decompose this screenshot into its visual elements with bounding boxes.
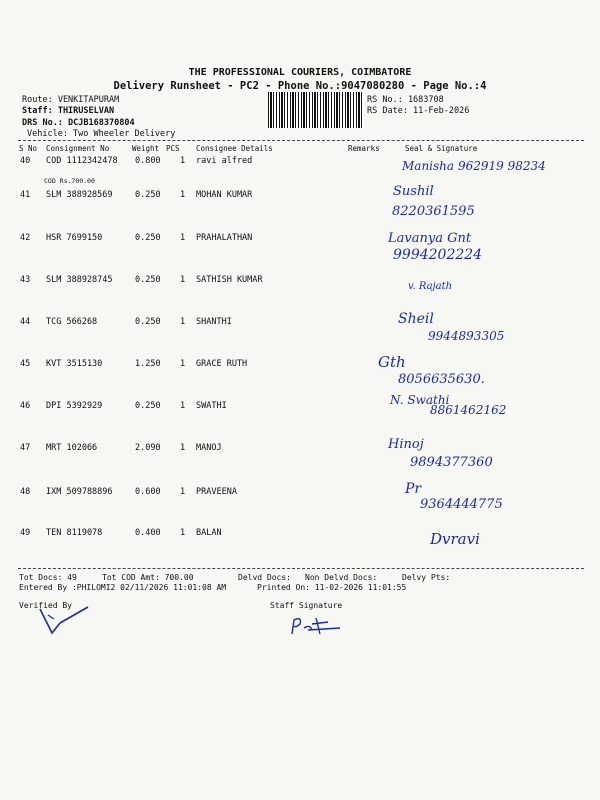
row-signature: Sushil [393,184,434,199]
row-sno: 47 [20,443,31,453]
row-weight: 2.090 [135,443,161,453]
col-seal: Seal & Signature [405,144,478,153]
row-pcs: 1 [180,487,186,497]
row-consignment: SLM 388928745 [46,275,113,285]
row-consignment: KVT 3515130 [46,359,103,369]
row-signature: N. Swathi [390,393,450,407]
row-consignee: SATHISH KUMAR [196,275,263,285]
row-consignment: SLM 388928569 [46,190,113,200]
row-phone: 9364444775 [420,497,503,512]
verified-by-label: Verified By [19,601,72,610]
row-weight: 0.250 [135,401,161,411]
row-pcs: 1 [180,275,186,285]
delivered-docs: Delvd Docs: [238,573,291,582]
col-pcs: PCS [166,144,180,153]
row-consignment: IXM 509788896 [46,487,113,497]
staff-signature-label: Staff Signature [270,601,343,610]
delivery-points: Delvy Pts: [402,573,451,582]
company-title: THE PROFESSIONAL COURIERS, COIMBATORE [188,67,412,78]
row-sno: 40 [20,156,31,166]
row-consignee: GRACE RUTH [196,359,248,369]
row-weight: 0.250 [135,317,161,327]
runsheet-title: Delivery Runsheet - PC2 - Phone No.:9047080280 - Page No.:4 [113,80,487,92]
row-consignment: TEN 8119078 [46,528,103,538]
row-weight: 0.400 [135,528,161,538]
non-delivered-docs: Non Delvd Docs: [305,573,378,582]
row-weight: 0.250 [135,275,161,285]
row-phone: 9894377360 [410,455,493,470]
row-consignment: DPI 5392929 [46,401,103,411]
row-weight: 0.600 [135,487,161,497]
rs-date: RS Date: 11-Feb-2026 [367,106,470,116]
row-phone: 8861462162 [430,403,507,417]
row-sno: 45 [20,359,31,369]
row-pcs: 1 [180,528,186,538]
entered-by: Entered By :PHILOMI2 02/11/2026 11:01:08 AM [19,583,227,592]
col-remarks: Remarks [348,144,380,153]
row-weight: 1.250 [135,359,161,369]
row-phone: 962919 98234 [458,159,546,173]
row-consignee: MANOJ [196,443,222,453]
row-signature: Sheil [398,311,434,327]
row-sno: 43 [20,275,31,285]
row-cod-note: COD Rs.700.00 [44,177,95,185]
row-signature: Dvravi [430,530,480,548]
row-weight: 0.800 [135,156,161,166]
row-consignment: COD 1112342478 [46,156,118,166]
row-phone: 9994202224 [393,247,483,263]
row-pcs: 1 [180,443,186,453]
row-pcs: 1 [180,401,186,411]
row-pcs: 1 [180,359,186,369]
col-consignee: Consignee Details [196,144,273,153]
row-signature: Manisha [402,159,455,173]
row-phone: 8220361595 [392,204,475,219]
row-sno: 49 [20,528,31,538]
row-signature: v. Rajath [408,281,453,292]
total-docs: Tot Docs: 49 [19,573,77,582]
staff-text: Staff: THIRUSELVAN [22,106,115,116]
total-cod: Tot COD Amt: 700.00 [102,573,194,582]
printed-on: Printed On: 11-02-2026 11:01:55 [257,583,407,592]
row-consignee: ravi alfred [196,156,253,166]
row-consignment: MRT 102066 [46,443,98,453]
row-consignment: HSR 7699150 [46,233,103,243]
barcode [268,92,364,128]
staff-signature [288,612,348,640]
row-consignment: TCG 566268 [46,317,98,327]
row-sno: 48 [20,487,31,497]
col-sno: S No [19,144,38,153]
row-weight: 0.250 [135,233,161,243]
row-pcs: 1 [180,190,186,200]
col-consignment: Consignment No [46,144,110,153]
route-text: Route: VENKITAPURAM [22,95,120,105]
row-consignee: PRAVEENA [196,487,237,497]
row-sno: 41 [20,190,31,200]
row-consignee: PRAHALATHAN [196,233,253,243]
row-sno: 42 [20,233,31,243]
row-phone: 9944893305 [428,329,505,343]
row-consignee: MOHAN KUMAR [196,190,253,200]
row-weight: 0.250 [135,190,161,200]
row-consignee: BALAN [196,528,222,538]
row-sno: 46 [20,401,31,411]
row-pcs: 1 [180,233,186,243]
rs-number: RS No.: 1683708 [367,95,444,105]
row-consignee: SHANTHI [196,317,232,327]
divider [18,140,584,141]
row-signature: Hinoj [388,437,424,452]
row-signature: Gth [378,353,406,371]
row-consignee: SWATHI [196,401,227,411]
verified-signature [38,605,98,640]
row-phone: 8056635630. [398,372,485,387]
divider [18,568,584,569]
vehicle-text: Vehicle: Two Wheeler Delivery [27,129,176,139]
drs-number: DRS No.: DCJB168370804 [22,118,135,128]
col-weight: Weight [132,144,160,153]
row-sno: 44 [20,317,31,327]
row-pcs: 1 [180,156,186,166]
row-pcs: 1 [180,317,186,327]
row-signature: Pr [405,481,422,497]
row-signature: Lavanya Gnt [388,231,472,246]
